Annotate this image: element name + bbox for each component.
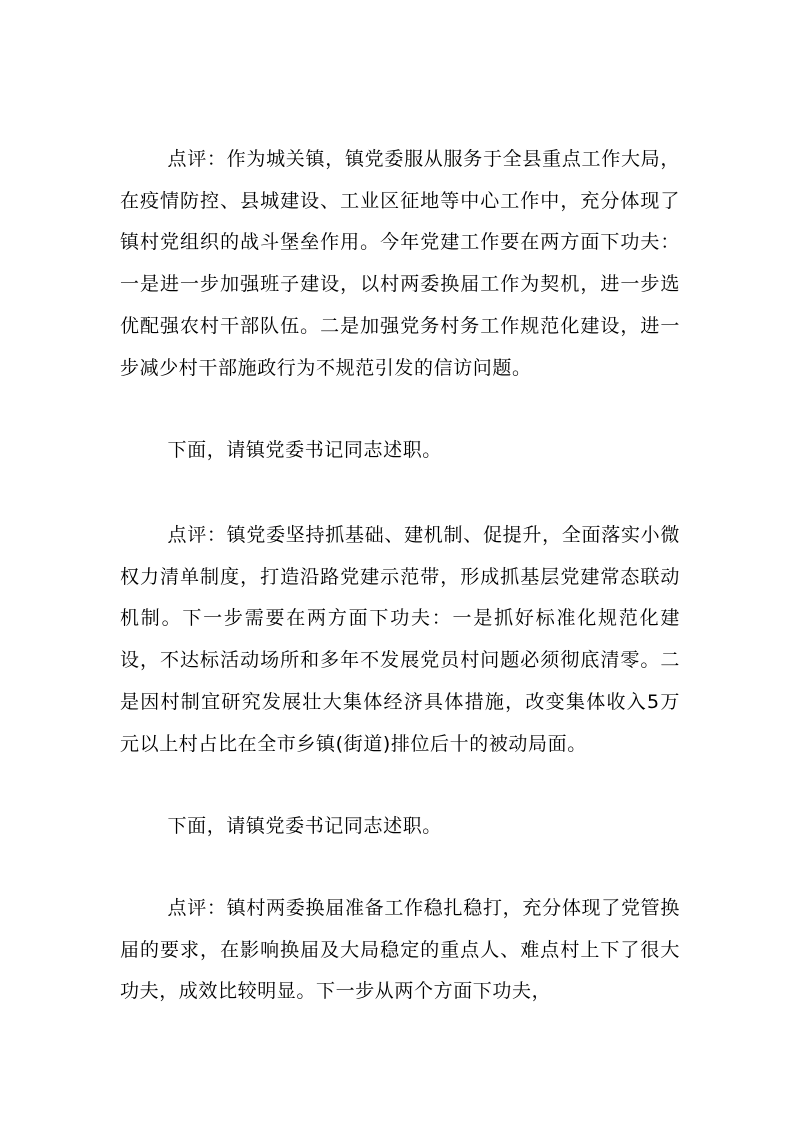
transition-paragraph-2: 下面，请镇党委书记同志述职。 [167, 815, 442, 837]
review-paragraph-2: 点评：镇党委坚持抓基础、建机制、促提升，全面落实小微权力清单制度，打造沿路党建示范带，形成抓基层党建常态联动机制。下一步需要在两方面下功夫：一是抓好标准化规范化建设，不达标活动场所和多年不发展党员村问题必须彻底清零。二是因村制宜研究发展壮大集体经济具体措施，改变集体收入5万元以上村占比在全市乡镇(街道)排位后十的被动局面。 [120, 524, 680, 755]
transition-paragraph-1: 下面，请镇党委书记同志述职。 [167, 439, 442, 461]
review-paragraph-3: 点评：镇村两委换届准备工作稳扎稳打，充分体现了党管换届的要求，在影响换届及大局稳定的重点人、难点村上下了很大功夫，成效比较明显。下一步从两个方面下功夫， [120, 897, 680, 1003]
review-paragraph-1: 点评：作为城关镇，镇党委服从服务于全县重点工作大局，在疫情防控、县城建设、工业区征地等中心工作中，充分体现了镇村党组织的战斗堡垒作用。今年党建工作要在两方面下功夫：一是进一步加强班子建设，以村两委换届工作为契机，进一步选优配强农村干部队伍。二是加强党务村务工作规范化建设，进一步减少村干部施政行为不规范引发的信访问题。 [120, 148, 680, 379]
